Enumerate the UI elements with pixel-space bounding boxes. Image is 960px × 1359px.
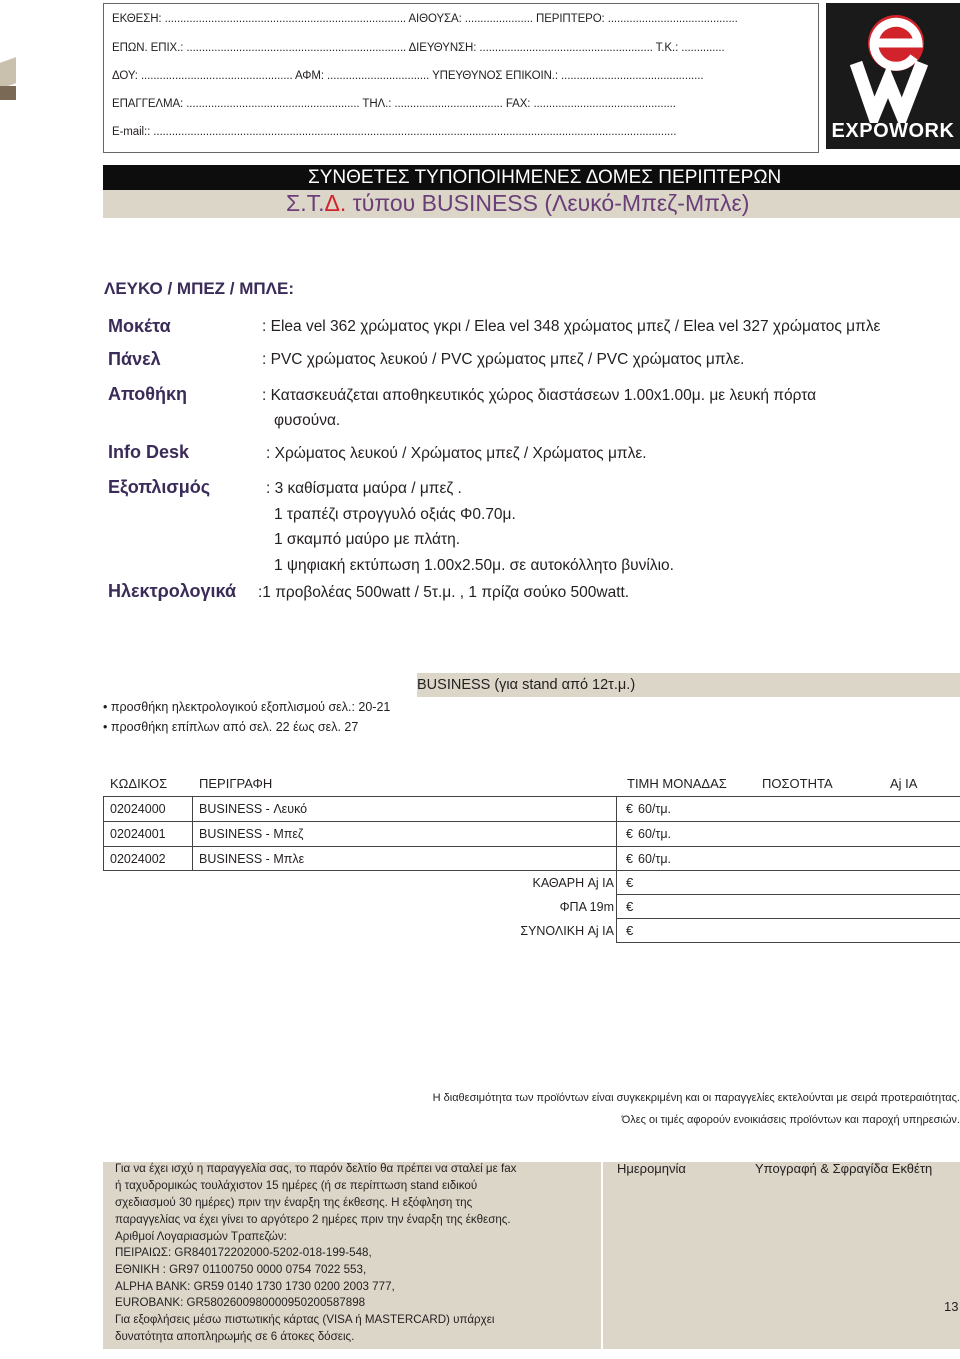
table-cell-desc: BUSINESS - Λευκό — [199, 802, 308, 816]
spec-label: Μοκέτα — [108, 316, 171, 336]
spec-label: Αποθήκη — [108, 384, 188, 404]
footer-line: ΠΕΙΡΑΙΩΣ: GR840172202000-5202-018-199-548, — [115, 1246, 372, 1259]
note: • προσθήκη ηλεκτρολογικού εξοπλισμού σελ.: 20-21 — [103, 700, 391, 714]
table-divider — [192, 796, 193, 870]
spec-value: 1 σκαμπό μαύρο με πλάτη. — [274, 531, 461, 548]
spec-value: : PVC χρώματος λευκού / PVC χρώματος μπεζ / PVC χρώματος μπλε. — [262, 351, 745, 368]
table-divider — [103, 821, 960, 822]
subtitle-red: Δ. — [324, 190, 347, 216]
footer-line: Για να έχει ισχύ η παραγγελία σας, το παρόν δελτίο θα πρέπει να σταλεί με fax — [115, 1162, 517, 1175]
summary-label: ΦΠΑ 19m — [559, 900, 614, 914]
title-band — [103, 165, 960, 190]
footer-line: Αριθμοί Λογαριασμών Τραπεζών: — [115, 1230, 287, 1243]
table-header-price: ΤΙΜΗ ΜΟΝΑΔΑΣ — [627, 776, 727, 791]
logo-text: EXPOWORK — [831, 120, 955, 142]
table-divider — [616, 918, 960, 919]
spec-label: Info Desk — [108, 442, 190, 462]
table-divider — [103, 796, 104, 870]
page-title: ΣΥΝΘΕΤΕΣ ΤΥΠΟΠΟΙΗΜΕΝΕΣ ΔΟΜΕΣ ΠΕΡΙΠΤΕΡΩΝ — [308, 167, 782, 188]
table-cell-desc: BUSINESS - Μπλε — [199, 852, 305, 866]
spec-value: :1 προβολέας 500watt / 5τ.μ. , 1 πρίζα σούκο 500watt. — [258, 584, 630, 601]
spec-label: Ηλεκτρολογικά — [108, 581, 237, 601]
footer-terms — [103, 1162, 601, 1349]
summary-label: ΚΑΘΑΡΗ Aj IA — [532, 876, 614, 890]
date-label: Ημερομηνία — [617, 1161, 686, 1176]
table-header-desc: ΠΕΡΙΓΡΑΦΗ — [199, 776, 273, 791]
spec-value: : Elea vel 362 χρώματος γκρι / Elea vel 348 χρώματος μπεζ / Elea vel 327 χρώματος μπλε — [262, 318, 881, 335]
euro-symbol: € — [626, 827, 633, 841]
table-divider — [103, 796, 960, 797]
table-cell-desc: BUSINESS - Μπεζ — [199, 827, 304, 841]
expowork-logo — [826, 3, 960, 149]
subtitle-band — [103, 190, 960, 218]
form-row[interactable]: ΕΠΩΝ. ΕΠΙΧ.: ....................................................................... ΔΙΕΥΘΥΝΣΗ: ........................................................ Τ.Κ.: .............. — [112, 42, 725, 54]
spec-label: Πάνελ — [108, 349, 161, 369]
form-row[interactable]: E-mail:: ......................................................................................................................................................................... — [112, 126, 677, 138]
table-divider — [616, 894, 960, 895]
footer-line: ΕΘΝΙΚΗ : GR97 01100750 0000 0754 7022 553, — [115, 1263, 367, 1276]
table-cell-code: 02024002 — [110, 852, 166, 866]
section-title: ΛΕΥΚΟ / ΜΠΕΖ / ΜΠΛΕ: — [104, 279, 295, 298]
table-cell-price: 60/τμ. — [638, 827, 671, 841]
footer-line: παραγγελίας να έχει γίνει το αργότερο 2 ημέρες πριν την έναρξη της έκθεσης. — [115, 1213, 511, 1226]
footer-line: EUROBANK: GR5802600980000950200587898 — [115, 1296, 366, 1309]
spec-value: 1 τραπέζι στρογγυλό οξιάς Φ0.70μ. — [274, 506, 516, 523]
ew-logo-icon — [826, 3, 960, 123]
spec-value: : 3 καθίσματα μαύρα / μπεζ . — [266, 480, 462, 497]
page-subtitle — [286, 190, 749, 217]
spec-label: Εξοπλισμός — [108, 477, 211, 497]
table-divider — [103, 870, 960, 871]
table-header-code: ΚΩΔΙΚΟΣ — [110, 776, 168, 791]
table-cell-price: 60/τμ. — [638, 802, 671, 816]
footer-line: δυνατότητα αποπληρωμής σε 6 άτοκες δόσεις. — [115, 1330, 355, 1343]
edge-decoration — [0, 86, 16, 100]
footer-line: Για εξοφλήσεις μέσω πιστωτικής κάρτας (VISA ή MASTERCARD) υπάρχει — [115, 1313, 495, 1326]
footer-line: σχεδιασμού 30 ημέρες) πριν την έναρξη της έκθεσης. Η εξόφληση της — [115, 1196, 473, 1209]
table-divider — [616, 796, 617, 942]
business-band-text: BUSINESS (για stand από 12τ.μ.) — [417, 677, 636, 693]
subtitle-rest: τύπου BUSINESS (Λευκό-Μπεζ-Μπλε) — [346, 190, 750, 216]
table-cell-code: 02024001 — [110, 827, 166, 841]
signature-label: Υπογραφή & Σφραγίδα Εκθέτη — [755, 1161, 933, 1176]
form-row[interactable]: ΕΚΘΕΣΗ: .............................................................................. ΑΙΘΟΥΣΑ: ...................... ΠΕΡΙΠΤΕΡΟ: .......................................... — [112, 13, 738, 25]
edge-decoration — [0, 57, 16, 89]
footer-line: ή ταχυδρομικώς τουλάχιστον 15 ημέρες (ή σε περίπτωση stand ειδικού — [115, 1179, 478, 1192]
business-band — [417, 673, 960, 697]
table-divider — [616, 942, 960, 943]
table-cell-code: 02024000 — [110, 802, 166, 816]
summary-label: ΣΥΝΟΛΙΚΗ Aj IA — [520, 924, 614, 938]
spec-value: : Κατασκευάζεται αποθηκευτικός χώρος διαστάσεων 1.00x1.00μ. με λευκή πόρτα — [262, 387, 817, 404]
notice: Η διαθεσιμότητα των προϊόντων είναι συγκεκριμένη και οι παραγγελίες εκτελούνται με σειρά προτεραιότητας. — [432, 1092, 960, 1104]
footer-line: ALPHA BANK: GR59 0140 1730 1730 0200 2003 777, — [115, 1280, 395, 1293]
page-number: 13 — [944, 1299, 959, 1314]
form-row[interactable]: ΔΟΥ: ................................................. ΑΦΜ: ................................. ΥΠΕΥΘΥΝΟΣ ΕΠΙΚΟΙΝ.: .............................................. — [112, 70, 704, 82]
footer-signature-area[interactable] — [603, 1162, 960, 1349]
euro-symbol: € — [626, 875, 634, 890]
euro-symbol: € — [626, 899, 634, 914]
table-header-value: Aj IA — [890, 776, 918, 791]
spec-value: 1 ψηφιακή εκτύπωση 1.00x2.50μ. σε αυτοκόλλητο βυνίλιο. — [274, 557, 674, 574]
euro-symbol: € — [626, 923, 634, 938]
spec-value: φυσούνα. — [274, 412, 341, 429]
euro-symbol: € — [626, 852, 633, 866]
euro-symbol: € — [626, 802, 633, 816]
subtitle-prefix: Σ.Τ. — [286, 190, 325, 216]
exhibitor-form — [103, 3, 819, 153]
note: • προσθήκη επίπλων από σελ. 22 έως σελ. 27 — [103, 720, 359, 734]
form-row[interactable]: ΕΠΑΓΓΕΛΜΑ: ........................................................ ΤΗΛ.: ................................... FAX: .............................................. — [112, 98, 676, 110]
spec-value: : Χρώματος λευκού / Χρώματος μπεζ / Χρώματος μπλε. — [266, 445, 647, 462]
table-cell-price: 60/τμ. — [638, 852, 671, 866]
table-divider — [103, 846, 960, 847]
table-header-qty: ΠΟΣΟΤΗΤΑ — [762, 776, 833, 791]
notice: Όλες οι τιμές αφορούν ενοικιάσεις προϊόντων και παροχή υπηρεσιών. — [621, 1114, 960, 1126]
